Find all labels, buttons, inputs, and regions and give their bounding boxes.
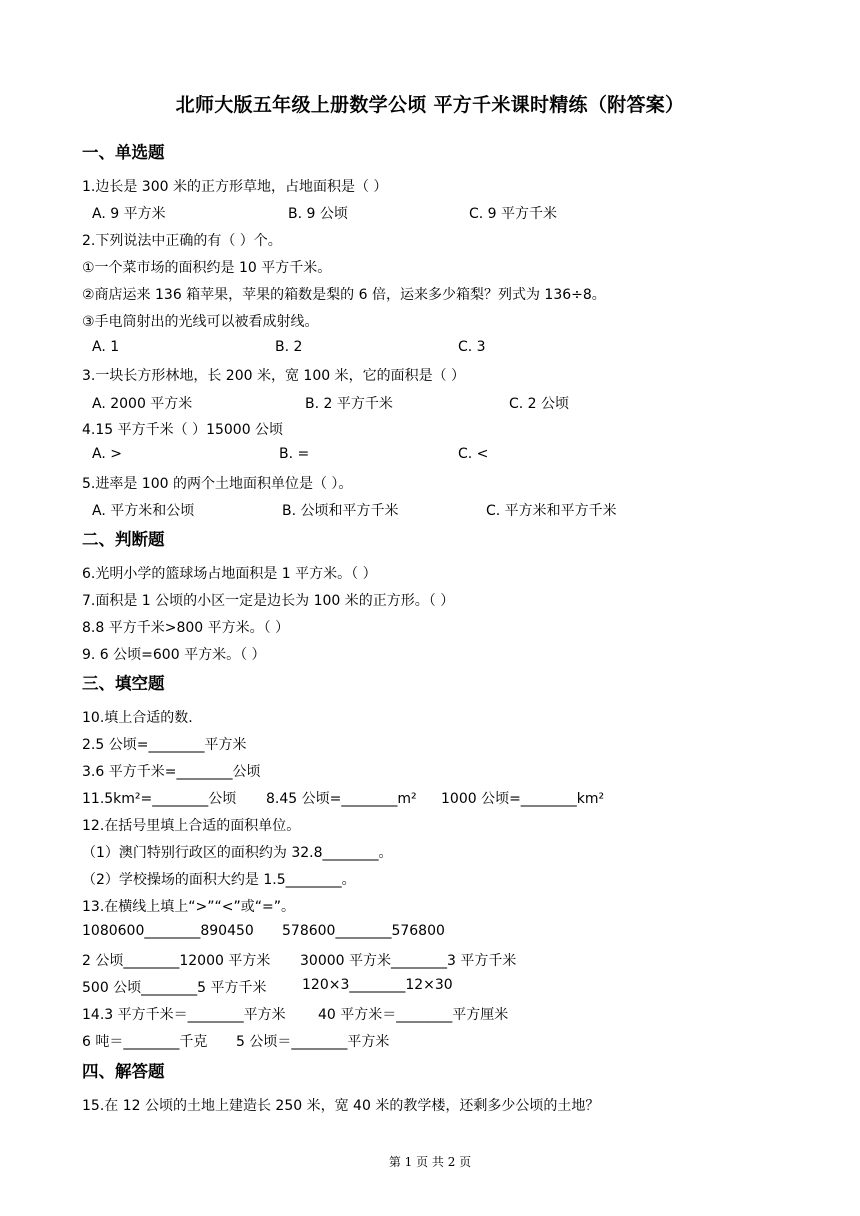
question-14-item-1: 14.3 平方千米＝________平方米: [82, 1007, 286, 1023]
question-5-option-c: C. 平方米和平方千米: [486, 503, 617, 519]
question-14-item-4: 5 公顷＝________平方米: [236, 1034, 390, 1050]
question-1-option-c: C. 9 平方千米: [469, 206, 558, 222]
question-13-item-5: 500 公顷________5 平方千米: [82, 980, 267, 996]
question-11-item-2: 8.45 公顷=________m²: [266, 791, 417, 807]
question-13-item-4: 30000 平方米________3 平方千米: [300, 953, 517, 969]
question-2-option-a: A. 1: [92, 339, 120, 355]
section-heading-fill-blank: 三、填空题: [82, 674, 165, 693]
question-4: 4.15 平方千米（ ）15000 公顷: [82, 422, 284, 438]
section-heading-single-choice: 一、单选题: [82, 143, 165, 162]
question-4-option-c: C. <: [458, 446, 489, 462]
question-14-item-3: 6 吨＝________千克: [82, 1034, 208, 1050]
question-12: 12.在括号里填上合适的面积单位。: [82, 818, 301, 834]
question-13-item-1: 1080600________890450: [82, 923, 254, 939]
question-5-option-b: B. 公顷和平方千米: [282, 503, 399, 519]
question-4-option-a: A. >: [92, 446, 122, 462]
question-5-option-a: A. 平方米和公顷: [92, 503, 195, 519]
question-2-option-b: B. 2: [275, 339, 303, 355]
question-13-item-6: 120×3________12×30: [302, 977, 453, 993]
question-2-statement-2: ②商店运来 136 箱苹果，苹果的箱数是梨的 6 倍，运来多少箱梨？列式为 136÷8。: [82, 287, 606, 303]
question-13: 13.在横线上填上“>”“<”或“=”。: [82, 899, 295, 915]
question-1-option-b: B. 9 公顷: [288, 206, 348, 222]
page-footer: 第 1 页 共 2 页: [388, 1155, 472, 1169]
question-7: 7.面积是 1 公顷的小区一定是边长为 100 米的正方形。（ ）: [82, 593, 455, 609]
question-14-item-2: 40 平方米＝________平方厘米: [318, 1007, 509, 1023]
question-12-item-2: （2）学校操场的面积大约是 1.5________。: [82, 872, 356, 888]
question-1: 1.边长是 300 米的正方形草地，占地面积是（ ）: [82, 179, 388, 195]
question-3: 3.一块长方形林地，长 200 米，宽 100 米，它的面积是（ ）: [82, 368, 466, 384]
question-12-item-1: （1）澳门特别行政区的面积约为 32.8________。: [82, 845, 393, 861]
question-3-option-b: B. 2 平方千米: [305, 396, 393, 412]
question-9: 9. 6 公顷=600 平方米。（ ）: [82, 647, 266, 663]
question-8: 8.8 平方千米>800 平方米。（ ）: [82, 620, 290, 636]
section-heading-true-false: 二、判断题: [82, 530, 165, 549]
question-2-statement-1: ①一个菜市场的面积约是 10 平方千米。: [82, 260, 332, 276]
question-1-option-a: A. 9 平方米: [92, 206, 166, 222]
question-5: 5.进率是 100 的两个土地面积单位是（ ）。: [82, 476, 353, 492]
question-3-option-c: C. 2 公顷: [509, 396, 570, 412]
question-2: 2.下列说法中正确的有（ ）个。: [82, 233, 282, 249]
question-6: 6.光明小学的篮球场占地面积是 1 平方米。（ ）: [82, 566, 377, 582]
question-10-item-2: 3.6 平方千米=________公顷: [82, 764, 261, 780]
question-2-option-c: C. 3: [458, 339, 486, 355]
question-15: 15.在 12 公顷的土地上建造长 250 米，宽 40 米的教学楼，还剩多少公顷的土地？: [82, 1098, 600, 1114]
question-11-item-1: 11.5km²=________公顷: [82, 791, 237, 807]
question-2-statement-3: ③手电筒射出的光线可以被看成射线。: [82, 314, 319, 330]
question-10: 10.填上合适的数.: [82, 710, 193, 726]
question-10-item-1: 2.5 公顷=________平方米: [82, 737, 247, 753]
question-13-item-2: 578600________576800: [282, 923, 445, 939]
question-4-option-b: B. =: [279, 446, 310, 462]
section-heading-solve: 四、解答题: [82, 1062, 165, 1081]
question-13-item-3: 2 公顷________12000 平方米: [82, 953, 271, 969]
question-3-option-a: A. 2000 平方米: [92, 396, 193, 412]
document-title: 北师大版五年级上册数学公顷 平方千米课时精练（附答案）: [175, 94, 685, 116]
question-11-item-3: 1000 公顷=________km²: [441, 791, 605, 807]
